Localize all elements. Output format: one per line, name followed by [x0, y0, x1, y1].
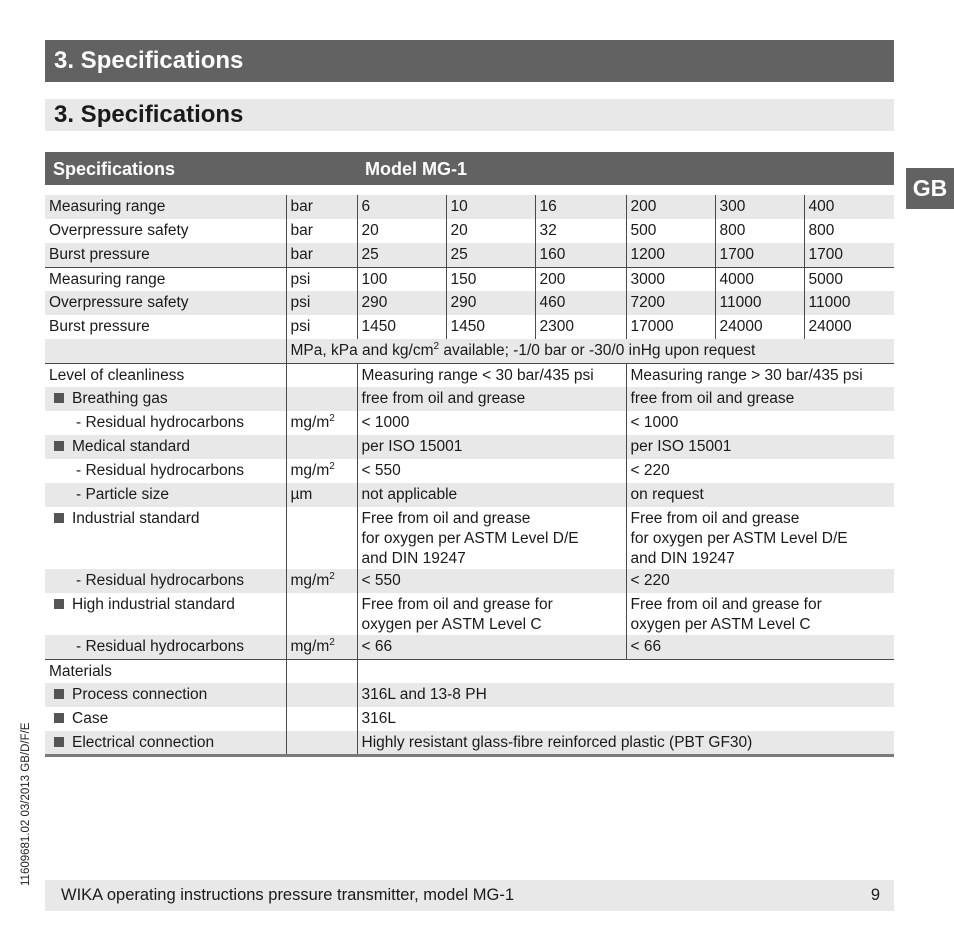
value-cell: 160 [535, 243, 626, 267]
bullet-icon [54, 441, 64, 451]
value-cell: 300 [715, 195, 804, 219]
value-cell: 400 [804, 195, 894, 219]
value-cell: 25 [357, 243, 446, 267]
value-cell: 6 [357, 195, 446, 219]
value-cell: 316L [357, 707, 894, 731]
table-row [45, 635, 894, 659]
value-cell: 10 [446, 195, 535, 219]
range-high-header: Measuring range > 30 bar/435 psi [626, 363, 894, 387]
table-row [45, 267, 894, 291]
row-label: - Particle size [45, 483, 286, 507]
row-label: Breathing gas [45, 387, 286, 411]
value-cell: 1700 [715, 243, 804, 267]
language-tab: GB [906, 168, 954, 209]
row-unit: bar [286, 195, 357, 219]
table-row [45, 569, 894, 593]
value-cell: on request [626, 483, 894, 507]
table-row [45, 459, 894, 483]
row-unit: bar [286, 219, 357, 243]
value-cell: < 1000 [357, 411, 626, 435]
table-row [45, 339, 894, 363]
value-cell: < 1000 [626, 411, 894, 435]
value-cell: < 550 [357, 569, 626, 593]
table-row [45, 363, 894, 387]
row-unit: psi [286, 267, 357, 291]
value-cell: 500 [626, 219, 715, 243]
row-label: Burst pressure [49, 318, 150, 335]
row-label: Measuring range [45, 267, 286, 291]
footer-text: WIKA operating instructions pressure transmitter, model MG-1 [61, 886, 515, 904]
header-specifications: Specifications [45, 152, 357, 185]
value-cell: 24000 [804, 315, 894, 339]
document-number: 11609681.02 03/2013 GB/D/F/E [20, 722, 32, 886]
table-row [45, 707, 894, 731]
bullet-icon [54, 713, 64, 723]
row-unit: $mg/m^2$ [286, 459, 357, 483]
row-label: - Residual hydrocarbons [76, 414, 245, 431]
row-label: Burst pressure [45, 243, 286, 267]
value-cell: 800 [804, 219, 894, 243]
value-cell: 25 [446, 243, 535, 267]
row-label: Overpressure safety [49, 222, 189, 239]
value-cell: 1450 [446, 315, 535, 339]
table-row [45, 195, 894, 219]
value-cell: 100 [357, 267, 446, 291]
value-cell: 1700 [804, 243, 894, 267]
value-cell: 800 [715, 219, 804, 243]
row-label: Process connection [45, 683, 286, 707]
table-header [45, 152, 894, 185]
bullet-icon [54, 737, 64, 747]
value-cell: 316L and 13-8 PH [357, 683, 894, 707]
row-label: Materials [45, 659, 286, 683]
table-row [45, 593, 894, 635]
bullet-icon [54, 599, 64, 609]
value-cell: < 220 [626, 569, 894, 593]
value-cell: 16 [535, 195, 626, 219]
value-cell: per ISO 15001 [357, 435, 626, 459]
value-cell: Free from oil and grease for oxygen per ASTM Level D/E and DIN 19247 [626, 507, 894, 569]
value-cell: per ISO 15001 [626, 435, 894, 459]
value-cell: 4000 [715, 267, 804, 291]
table-row [45, 291, 894, 315]
table-row [45, 483, 894, 507]
value-cell: free from oil and grease [357, 387, 626, 411]
table-row [45, 507, 894, 569]
specifications-table [45, 152, 894, 757]
row-label: Case [45, 707, 286, 731]
table-row [45, 683, 894, 707]
value-cell: < 66 [357, 635, 626, 659]
value-cell: Free from oil and grease for oxygen per ASTM Level D/E and DIN 19247 [357, 507, 626, 569]
header-model: Model MG-1 [357, 152, 894, 185]
row-unit: psi [286, 291, 357, 315]
row-unit: µm [286, 483, 357, 507]
table-row [45, 731, 894, 755]
row-unit: bar [286, 243, 357, 267]
table-row [45, 411, 894, 435]
units-note: MPa, kPa and $kg/cm^2$ available; -1/0 bar or -30/0 inHg upon request [286, 339, 894, 363]
value-cell: 1200 [626, 243, 715, 267]
page-number: 9 [870, 886, 880, 904]
value-cell: 460 [535, 291, 626, 315]
value-cell: not applicable [357, 483, 626, 507]
row-label: Level of cleanliness [45, 363, 286, 387]
value-cell: free from oil and grease [626, 387, 894, 411]
bullet-icon [54, 513, 64, 523]
value-cell: Highly resistant glass-fibre reinforced plastic (PBT GF30) [357, 731, 894, 755]
row-label: - Residual hydrocarbons [76, 462, 245, 479]
table-row [45, 243, 894, 267]
value-cell: 11000 [715, 291, 804, 315]
value-cell: 290 [357, 291, 446, 315]
value-cell: 24000 [715, 315, 804, 339]
title-bar: 3. Specifications [45, 40, 894, 82]
row-label: Measuring range [45, 195, 286, 219]
row-unit: $mg/m^2$ [286, 411, 357, 435]
page-footer [45, 880, 894, 911]
row-label: Electrical connection [45, 731, 286, 755]
value-cell: 17000 [626, 315, 715, 339]
row-unit: $mg/m^2$ [286, 635, 357, 659]
value-cell: 5000 [804, 267, 894, 291]
bullet-icon [54, 393, 64, 403]
value-cell: Free from oil and grease for oxygen per ASTM Level C [357, 593, 626, 635]
value-cell: Free from oil and grease for oxygen per ASTM Level C [626, 593, 894, 635]
table-row [45, 387, 894, 411]
value-cell: < 66 [626, 635, 894, 659]
table-row [45, 435, 894, 459]
value-cell: 1450 [357, 315, 446, 339]
value-cell: 11000 [804, 291, 894, 315]
value-cell: < 550 [357, 459, 626, 483]
value-cell: 200 [535, 267, 626, 291]
row-label: High industrial standard [45, 593, 286, 635]
row-label: - Residual hydrocarbons [45, 569, 286, 593]
section-title: 3. Specifications [45, 99, 894, 131]
value-cell: 2300 [535, 315, 626, 339]
value-cell: 7200 [626, 291, 715, 315]
row-label: Overpressure safety [45, 291, 286, 315]
value-cell: 32 [535, 219, 626, 243]
value-cell: 20 [446, 219, 535, 243]
table-row [45, 659, 894, 683]
table-row [45, 219, 894, 243]
value-cell: 290 [446, 291, 535, 315]
row-label: Medical standard [45, 435, 286, 459]
range-low-header: Measuring range < 30 bar/435 psi [357, 363, 626, 387]
value-cell: 20 [357, 219, 446, 243]
row-label: - Residual hydrocarbons [45, 635, 286, 659]
row-unit: psi [286, 315, 357, 339]
table-row [45, 315, 894, 339]
bullet-icon [54, 689, 64, 699]
value-cell: 150 [446, 267, 535, 291]
row-unit: $mg/m^2$ [286, 569, 357, 593]
row-label: Industrial standard [45, 507, 286, 569]
value-cell: 200 [626, 195, 715, 219]
value-cell: 3000 [626, 267, 715, 291]
value-cell: < 220 [626, 459, 894, 483]
